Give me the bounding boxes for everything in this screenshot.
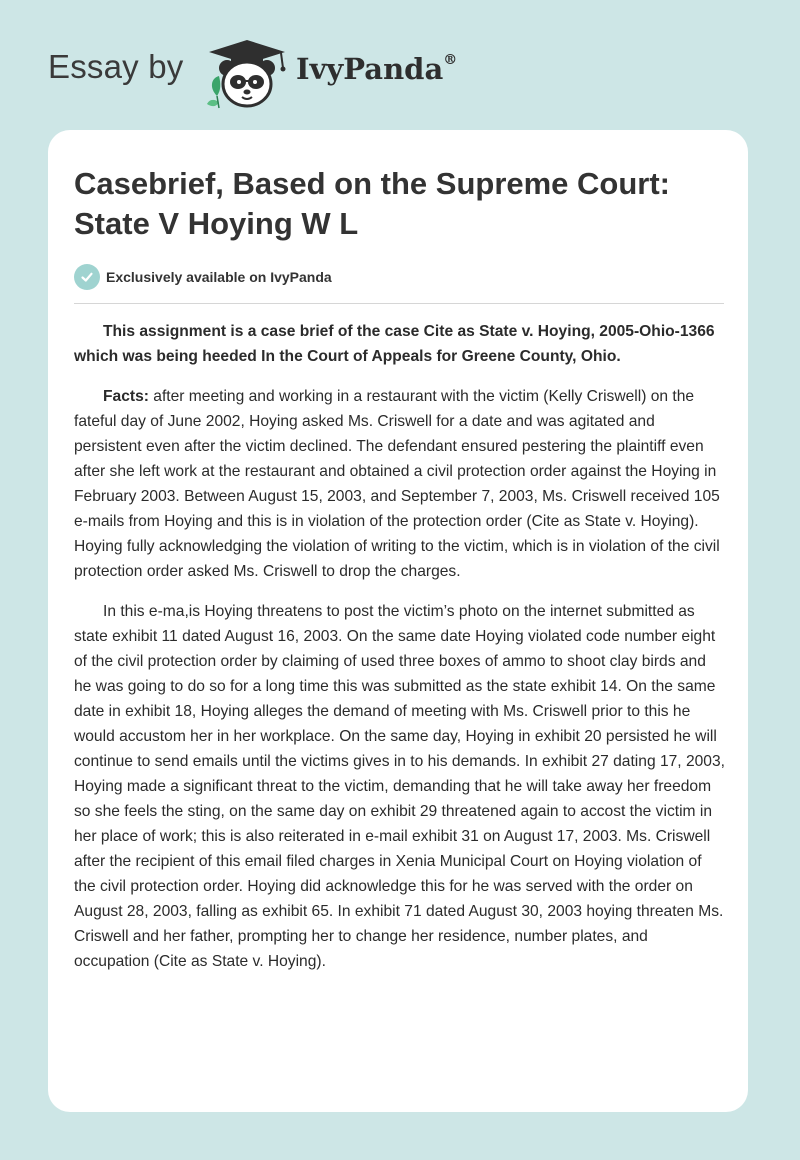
exclusive-label: Exclusively available on IvyPanda xyxy=(106,269,332,285)
facts-label: Facts: xyxy=(103,388,149,405)
exclusive-badge xyxy=(74,263,332,291)
article-card xyxy=(48,130,748,1112)
brand-name: IvyPanda® xyxy=(296,52,458,86)
panda-graduate-icon xyxy=(203,38,291,110)
exhibits-paragraph: In this e-ma,is Hoying threatens to post the victim’s photo on the internet submitted as state exhibit 11 dated August 16, 2003. On the same date Hoying violated code number eight of the civil protection order by claiming of used three boxes of ammo to shoot clay birds and he was going to do so for a long time this was submitted as the state exhibit 14. On the same date in exhibit 18, Hoying alleges the demand of meeting with Ms. Criswell prior to this he would accustom her in her workplace. On the same day, Hoying in exhibit 20 persisted he will continue to send emails until the victims gives in to his demands. In exhibit 27 dating 17, 2003, Hoying made a significant threat to the victim, demanding that he will take away her freedom so she feels the sting, on the same day on exhibit 29 threatened again to accost the victim in her place of work; this is also reiterated in e-mail exhibit 31 on August 17, 2003. Ms. Criswell after the recipient of this email filed charges in Xenia Municipal Court on Hoying violation of the civil protection order. Hoying did acknowledge this for he was served with the order on August 28, 2003, falling as exhibit 65. In exhibit 71 dated August 30, 2003 hoying threaten Ms. Criswell and her father, prompting her to change her residence, number plates, and occupation (Cite as State v. Hoying). xyxy=(74,603,725,970)
site-header xyxy=(48,38,508,108)
divider xyxy=(74,303,724,304)
intro-paragraph: This assignment is a case brief of the case Cite as State v. Hoying, 2005-Ohio-1366 which was being heeded In the Court of Appeals for Greene County, Ohio. xyxy=(74,323,715,365)
facts-text: after meeting and working in a restaurant with the victim (Kelly Criswell) on the fateful day of June 2002, Hoying asked Ms. Criswell for a date and was agitated and persistent even after the victim declined. The defendant ensured pestering the plaintiff even after she left work at the restaurant and obtained a civil protection order against the Hoying in February 2003. Between August 15, 2003, and September 7, 2003, Ms. Criswell received 105 e-mails from Hoying and this is in violation of the protection order (Cite as State v. Hoying). Hoying fully acknowledging the violation of writing to the victim, which is in violation of the civil protection order asked Ms. Criswell to drop the charges. xyxy=(74,388,720,580)
check-circle-icon xyxy=(74,264,100,290)
facts-paragraph xyxy=(74,384,726,584)
essay-by-label: Essay by xyxy=(48,48,184,85)
article-body xyxy=(74,319,726,989)
page-title: Casebrief, Based on the Supreme Court: State V Hoying W L xyxy=(74,166,671,241)
